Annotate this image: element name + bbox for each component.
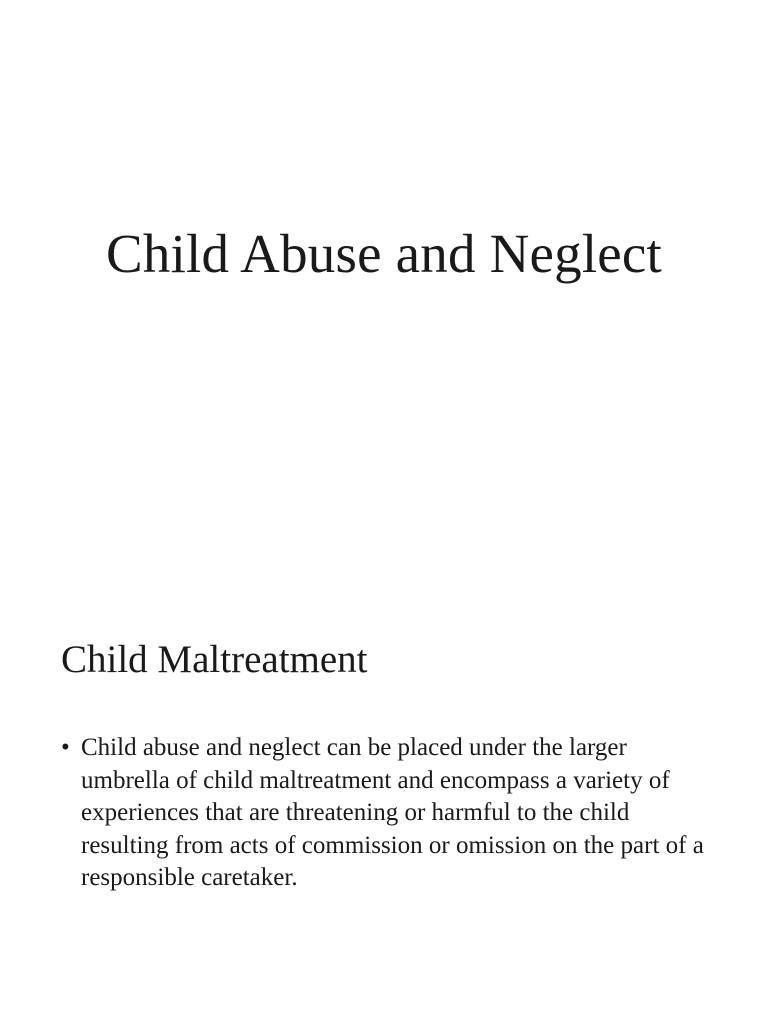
slide-heading: Child Maltreatment bbox=[61, 638, 368, 681]
bullet-list bbox=[61, 732, 721, 895]
bullet-icon: • bbox=[61, 734, 70, 761]
presentation-title: Child Abuse and Neglect bbox=[105, 223, 663, 284]
bullet-item bbox=[61, 732, 721, 895]
content-slide bbox=[0, 576, 768, 1024]
bullet-text: Child abuse and neglect can be placed under the larger umbrella of child maltreatment and encompass a variety of experiences that are threatening or harmful to the child resulting from acts of commission or omission on the part of a responsible caretaker. bbox=[81, 734, 704, 891]
